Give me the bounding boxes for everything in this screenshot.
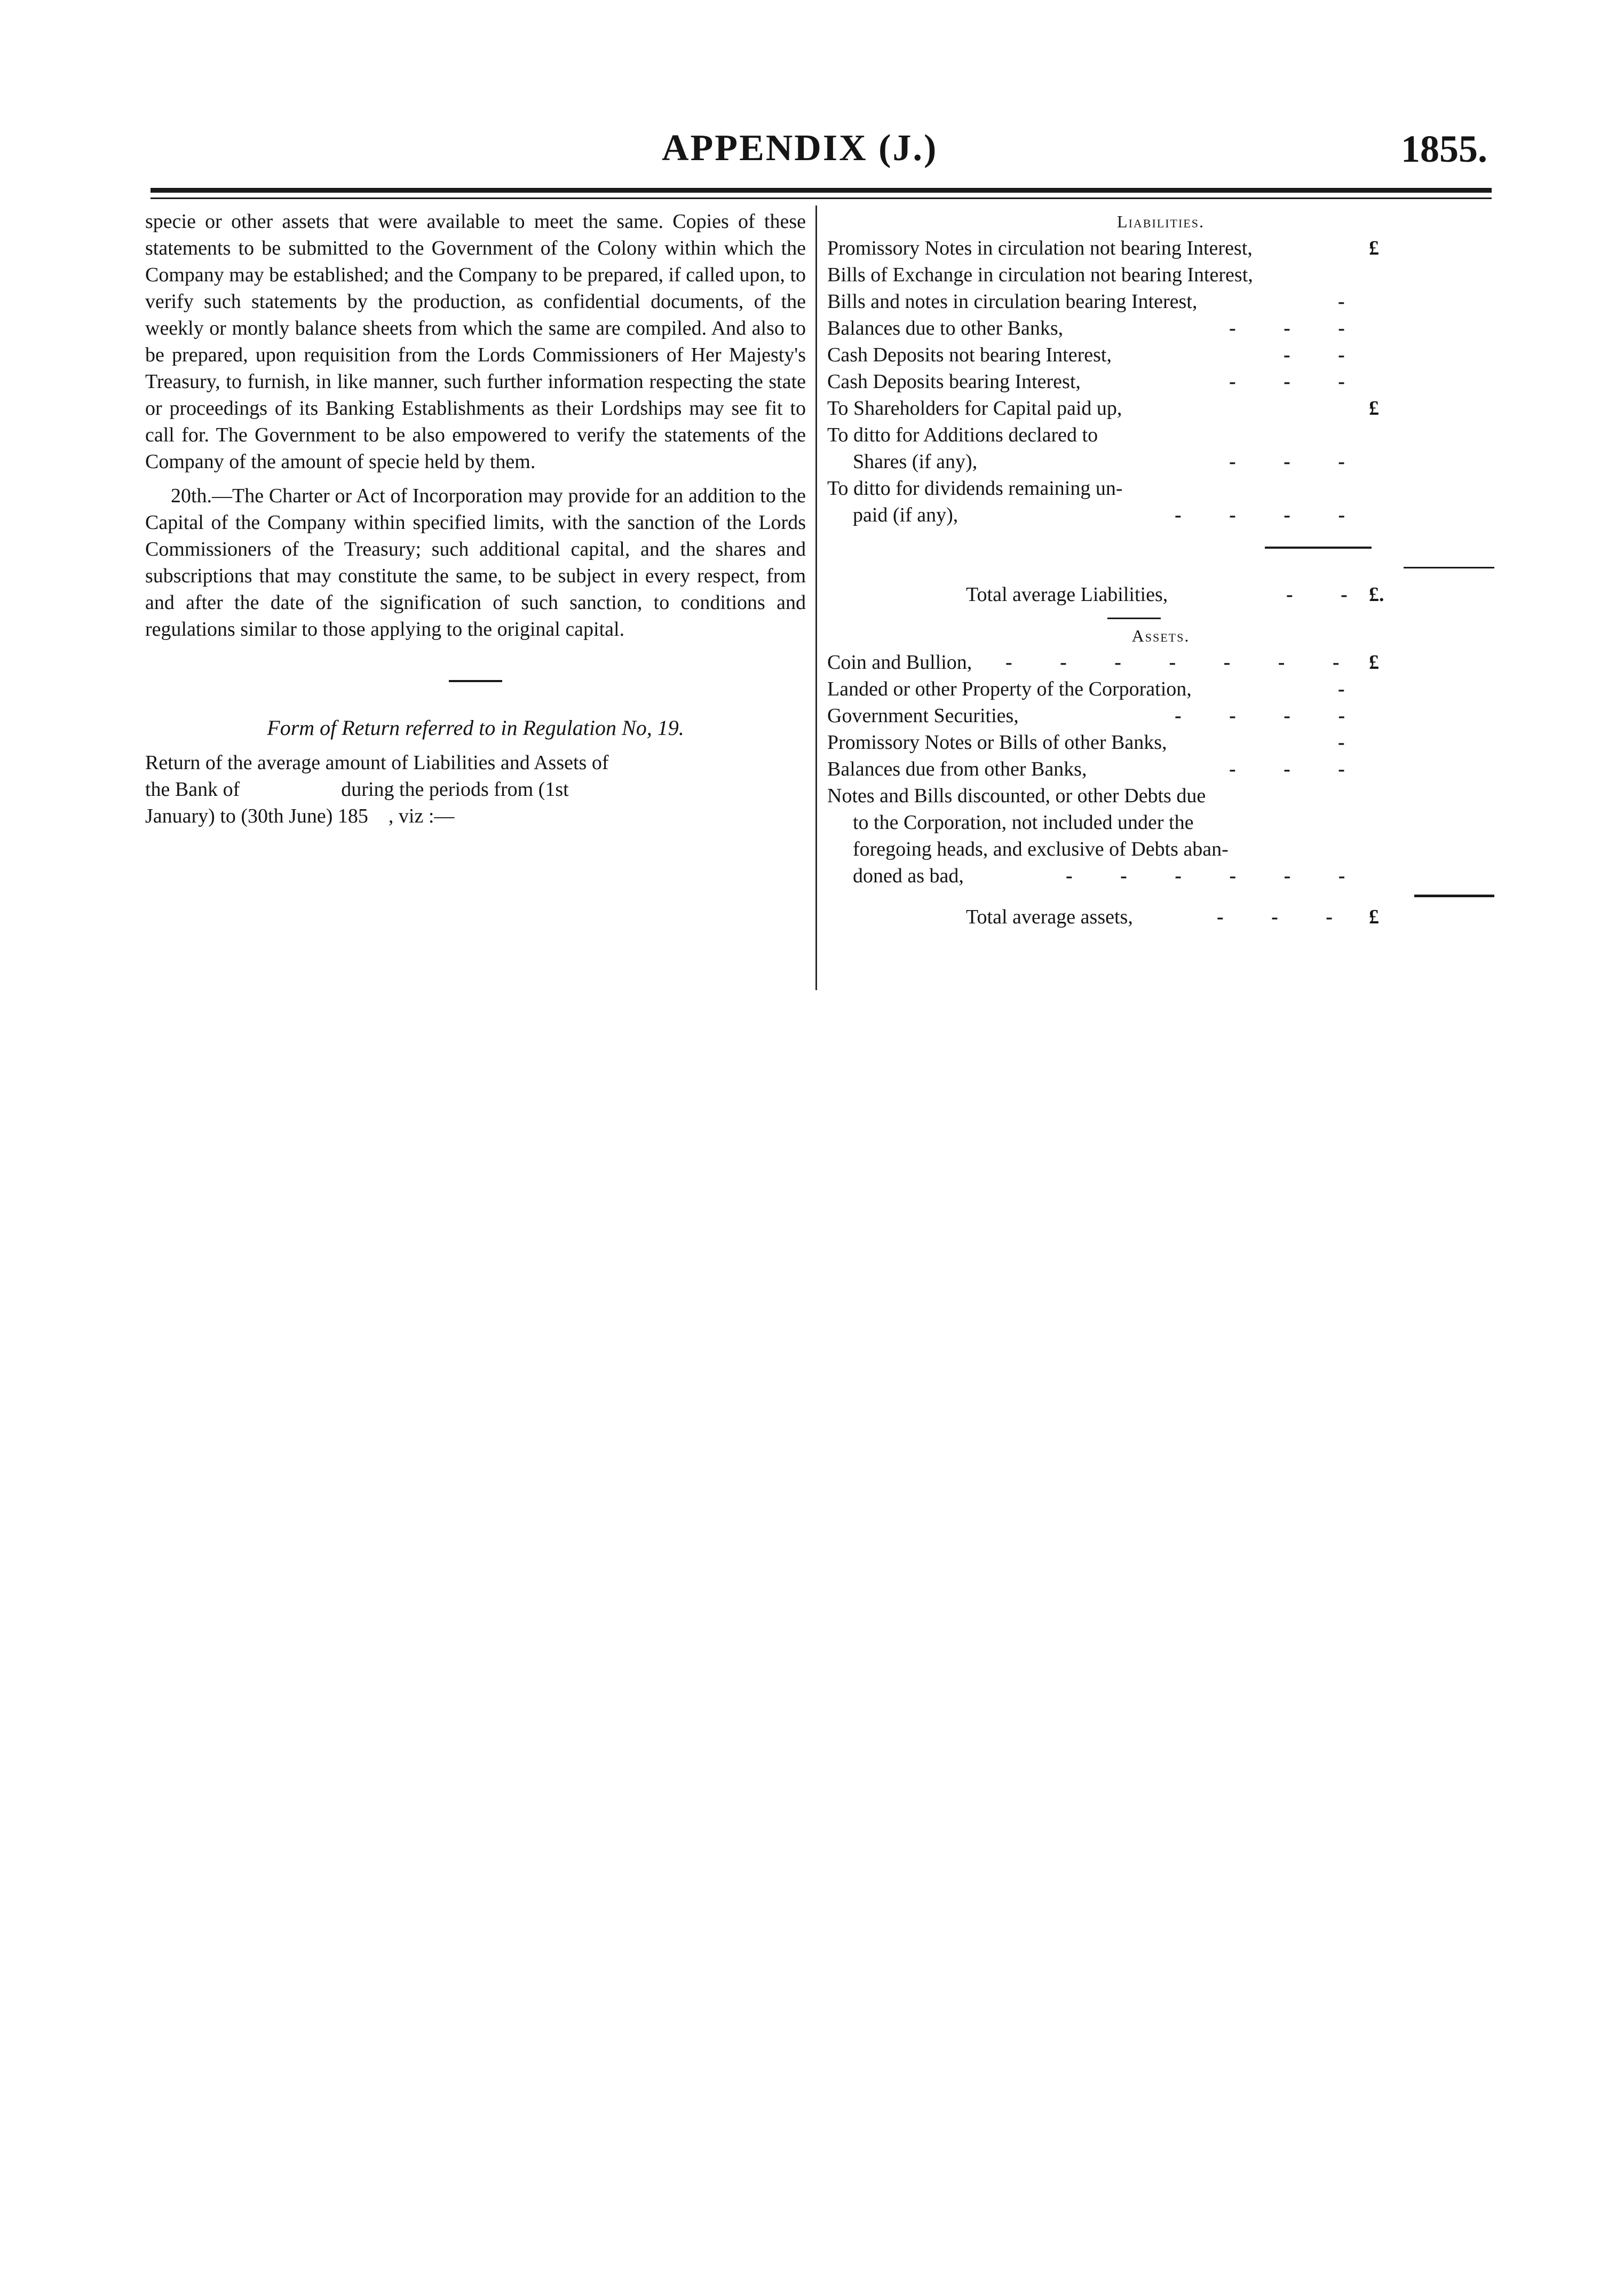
- left-column: [145, 208, 806, 829]
- liability-label: Bills of Exchange in circulation not bearing Interest,: [827, 264, 1253, 286]
- liability-row: [827, 342, 1494, 368]
- asset-row: [827, 809, 1494, 836]
- page-title: APPENDIX (J.): [662, 128, 938, 169]
- total-liabilities-pound: £.: [1369, 583, 1384, 606]
- asset-row: [827, 836, 1494, 863]
- column-divider: [815, 205, 817, 990]
- liability-leaders: - - -: [1229, 370, 1366, 393]
- asset-leaders: -: [1338, 731, 1366, 754]
- liability-row: [827, 315, 1494, 342]
- liabilities-side-rule: [1404, 567, 1494, 568]
- liability-label: Shares (if any),: [853, 450, 978, 473]
- asset-row: [827, 782, 1494, 809]
- return-text: [145, 749, 806, 829]
- liability-label: To ditto for dividends remaining un-: [827, 477, 1123, 500]
- assets-heading: Assets.: [1131, 626, 1190, 645]
- liability-leaders: - - -: [1229, 450, 1366, 473]
- asset-row: [827, 649, 1494, 676]
- asset-pound: £: [1369, 651, 1379, 674]
- liabilities-end-rule: [1265, 547, 1372, 549]
- liability-row: [827, 422, 1494, 448]
- liability-leaders: -: [1338, 290, 1366, 313]
- liability-leaders: - - -: [1229, 317, 1366, 339]
- return-line: the Bank of during the periods from (1st: [145, 778, 569, 801]
- liability-pound: £: [1369, 397, 1379, 420]
- asset-leaders: - - -: [1229, 758, 1366, 780]
- liabilities-heading: Liabilities.: [1117, 212, 1205, 231]
- total-assets-pound: £: [1369, 906, 1379, 928]
- return-line: January) to (30th June) 185 , viz :—: [145, 805, 455, 827]
- asset-leaders: - - - - - -: [1066, 865, 1367, 887]
- liability-row: [827, 288, 1494, 315]
- asset-leaders: -: [1338, 678, 1366, 700]
- total-liabilities-leaders: - -: [1286, 583, 1369, 606]
- liability-leaders: - -: [1284, 344, 1366, 366]
- asset-label: Balances due from other Banks,: [827, 758, 1087, 780]
- return-line: Return of the average amount of Liabilities and Assets of: [145, 752, 609, 774]
- asset-row: [827, 863, 1494, 889]
- assets-list: [827, 649, 1494, 889]
- total-liabilities-row: [827, 581, 1494, 608]
- liability-label: paid (if any),: [853, 504, 958, 526]
- assets-top-rule: [1107, 618, 1161, 619]
- liability-row: [827, 368, 1494, 395]
- asset-row: [827, 729, 1494, 756]
- header-rule-thick: [150, 188, 1492, 193]
- liability-row: [827, 502, 1494, 528]
- liability-label: Promissory Notes in circulation not bearing Interest,: [827, 237, 1253, 259]
- asset-row: [827, 756, 1494, 782]
- page-year: 1855.: [1401, 128, 1487, 170]
- liability-pound: £: [1369, 237, 1379, 259]
- liability-label: Cash Deposits not bearing Interest,: [827, 344, 1112, 366]
- total-assets-leaders: - - -: [1217, 906, 1354, 928]
- asset-row: [827, 702, 1494, 729]
- liability-row: [827, 475, 1494, 502]
- liability-row: [827, 448, 1494, 475]
- liability-leaders: - - - -: [1175, 504, 1367, 526]
- liability-label: Cash Deposits bearing Interest,: [827, 370, 1081, 393]
- right-column: [827, 208, 1494, 930]
- assets-side-rule: [1414, 895, 1494, 897]
- liabilities-list: [827, 235, 1494, 528]
- paragraph-20th: 20th.—The Charter or Act of Incorporation may provide for an addition to the Capital of the Company within specified limits, with the sanction of the Lords Commissioners of the Treasury; such additional capital, and the shares and subscriptions that may constitute the same, to be subject in every respect, from and after the date of the signification of such sanction, to conditions and regulations similar to those applying to the original capital.: [145, 485, 806, 641]
- asset-label: Landed or other Property of the Corporation,: [827, 678, 1192, 700]
- form-heading: Form of Return referred to in Regulation No, 19.: [267, 716, 684, 740]
- asset-label: Government Securities,: [827, 705, 1019, 727]
- total-assets-label: Total average assets,: [966, 906, 1133, 928]
- asset-leaders: - - - -: [1175, 705, 1367, 727]
- total-liabilities-label: Total average Liabilities,: [966, 583, 1168, 606]
- liability-label: Bills and notes in circulation bearing Interest,: [827, 290, 1198, 313]
- asset-label: Notes and Bills discounted, or other Debts due: [827, 785, 1206, 807]
- asset-label: doned as bad,: [853, 865, 964, 887]
- liability-row: [827, 235, 1494, 262]
- total-assets-row: [827, 904, 1494, 930]
- asset-leaders: - - - - - - -: [1005, 651, 1361, 674]
- header-rule-thin: [150, 197, 1492, 199]
- asset-label: foregoing heads, and exclusive of Debts aban-: [853, 838, 1229, 860]
- section-rule: [449, 680, 502, 682]
- liability-row: [827, 262, 1494, 288]
- liability-label: To ditto for Additions declared to: [827, 424, 1098, 446]
- liability-label: To Shareholders for Capital paid up,: [827, 397, 1122, 420]
- asset-label: Coin and Bullion,: [827, 651, 972, 674]
- asset-row: [827, 676, 1494, 702]
- liability-label: Balances due to other Banks,: [827, 317, 1064, 339]
- asset-label: to the Corporation, not included under the: [853, 811, 1194, 834]
- paragraph-specie: specie or other assets that were available to meet the same. Copies of these statements to be submitted to the Government of the Colony within which the Company may be established; and the Company to be prepared, if called upon, to verify such statements by the production, as confidential documents, of the weekly or montly balance sheets from which the same are compiled. And also to be prepared, upon requisition from the Lords Commissioners of Her Majesty's Treasury, to furnish, in like manner, such further information respecting the state or proceedings of its Banking Establishments as their Lordships may see fit to call for. The Government to be also empowered to verify the statements of the Company of the amount of specie held by them.: [145, 210, 806, 473]
- liability-row: [827, 395, 1494, 422]
- asset-label: Promissory Notes or Bills of other Banks,: [827, 731, 1167, 754]
